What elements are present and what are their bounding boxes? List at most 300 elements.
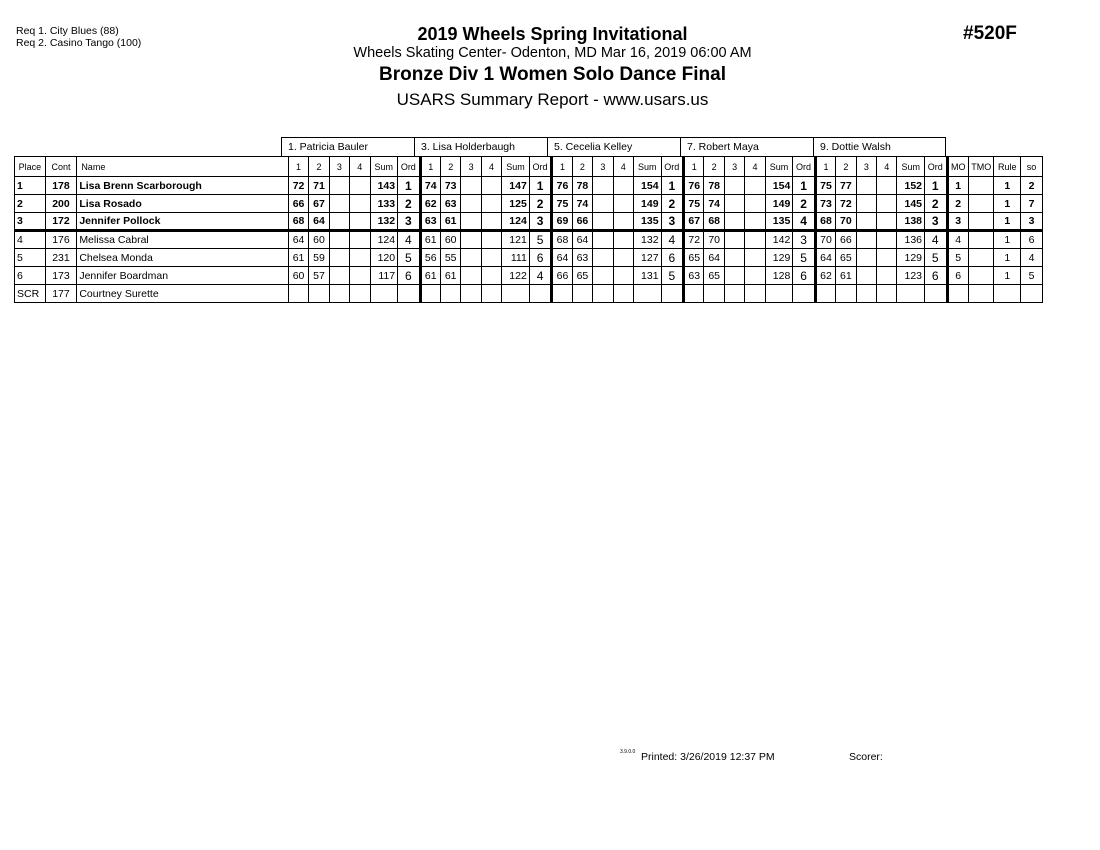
judge-sum-cell: 133: [370, 195, 398, 213]
judge-name: 5. Cecelia Kelley: [547, 137, 680, 156]
judge-score-cell: [856, 213, 876, 231]
competition-title: 2019 Wheels Spring Invitational: [417, 24, 688, 44]
judge-score-cell: [877, 285, 897, 303]
judge-subcolumn-header: Ord: [398, 157, 420, 177]
judge-score-cell: [461, 213, 481, 231]
so-cell: [1021, 285, 1043, 303]
judge-ordinal-cell: 5: [793, 249, 815, 267]
judge-subcolumn-header: Ord: [661, 157, 683, 177]
judge-score-cell: [329, 177, 349, 195]
result-row: [15, 249, 1043, 267]
judge-ordinal-cell: 3: [398, 213, 420, 231]
judge-sum-cell: [897, 285, 925, 303]
judge-sum-cell: 124: [502, 213, 530, 231]
judge-score-cell: [481, 231, 501, 249]
judge-score-cell: 74: [704, 195, 724, 213]
judge-score-cell: [613, 213, 633, 231]
judge-subcolumn-header: 3: [461, 157, 481, 177]
judge-ordinal-cell: 6: [398, 267, 420, 285]
judge-subcolumn-header: 2: [704, 157, 724, 177]
judge-sum-cell: [502, 285, 530, 303]
rule-cell: 1: [994, 177, 1021, 195]
judge-subcolumn-header: Ord: [529, 157, 551, 177]
judge-subcolumn-header: Sum: [897, 157, 925, 177]
judge-score-cell: [745, 177, 765, 195]
judge-score-cell: 78: [704, 177, 724, 195]
judge-score-cell: 72: [684, 231, 704, 249]
place-cell: 2: [15, 195, 46, 213]
skater-name-cell: Melissa Cabral: [77, 231, 289, 249]
judge-ordinal-cell: 1: [925, 177, 947, 195]
judge-sum-cell: 125: [502, 195, 530, 213]
judge-score-cell: 77: [836, 177, 856, 195]
judge-score-cell: [613, 231, 633, 249]
judge-ordinal-cell: 1: [398, 177, 420, 195]
skater-name-cell: Lisa Rosado: [77, 195, 289, 213]
judge-ordinal-cell: 2: [925, 195, 947, 213]
judge-score-cell: 68: [288, 213, 308, 231]
place-cell: 6: [15, 267, 46, 285]
result-row: [15, 231, 1043, 249]
judge-score-cell: 76: [552, 177, 572, 195]
judge-subcolumn-header: Sum: [502, 157, 530, 177]
judge-ordinal-cell: 6: [793, 267, 815, 285]
judge-score-cell: [461, 249, 481, 267]
judge-score-cell: [856, 267, 876, 285]
judge-score-cell: [329, 267, 349, 285]
judge-subcolumn-header: 1: [288, 157, 308, 177]
judge-score-cell: [440, 285, 460, 303]
place-cell: 1: [15, 177, 46, 195]
scorer-label: Scorer:: [849, 751, 883, 763]
judge-score-cell: [461, 285, 481, 303]
judge-score-cell: [877, 195, 897, 213]
judge-ordinal-cell: 5: [398, 249, 420, 267]
judge-sum-cell: 145: [897, 195, 925, 213]
skater-name-cell: Courtney Surette: [77, 285, 289, 303]
judge-score-cell: 66: [572, 213, 592, 231]
judge-subcolumn-header: Ord: [925, 157, 947, 177]
name-header: Name: [77, 157, 289, 177]
judge-sum-cell: 135: [765, 213, 793, 231]
judge-score-cell: [745, 195, 765, 213]
judge-sum-cell: 122: [502, 267, 530, 285]
judge-sum-cell: 131: [633, 267, 661, 285]
judge-subcolumn-header: 1: [552, 157, 572, 177]
judge-score-cell: 65: [684, 249, 704, 267]
judge-score-cell: 63: [440, 195, 460, 213]
judge-score-cell: [613, 177, 633, 195]
judge-score-cell: 71: [309, 177, 329, 195]
judge-subcolumn-header: 3: [856, 157, 876, 177]
judge-score-cell: 62: [815, 267, 835, 285]
rule-header: Rule: [994, 157, 1021, 177]
judge-subcolumn-header: 2: [572, 157, 592, 177]
judge-score-cell: [593, 195, 613, 213]
rule-cell: 1: [994, 195, 1021, 213]
judge-ordinal-cell: 3: [793, 231, 815, 249]
judge-subcolumn-header: 4: [877, 157, 897, 177]
judge-score-cell: 61: [440, 267, 460, 285]
judge-sum-cell: 154: [765, 177, 793, 195]
tmo-cell: [968, 267, 994, 285]
judge-score-cell: 64: [704, 249, 724, 267]
judge-score-cell: 66: [288, 195, 308, 213]
judge-score-cell: 64: [572, 231, 592, 249]
judge-score-cell: 75: [684, 195, 704, 213]
rule-cell: 1: [994, 267, 1021, 285]
judge-ordinal-cell: [398, 285, 420, 303]
tmo-cell: [968, 249, 994, 267]
judge-sum-cell: 136: [897, 231, 925, 249]
judge-score-cell: 65: [836, 249, 856, 267]
judge-sum-cell: 128: [765, 267, 793, 285]
printed-timestamp: Printed: 3/26/2019 12:37 PM: [641, 751, 775, 763]
judge-ordinal-cell: 1: [661, 177, 683, 195]
result-row: [15, 285, 1043, 303]
judge-score-cell: [704, 285, 724, 303]
judge-subcolumn-header: Ord: [793, 157, 815, 177]
judge-score-cell: 78: [572, 177, 592, 195]
judge-score-cell: [329, 195, 349, 213]
judge-name: 7. Robert Maya: [680, 137, 813, 156]
judge-score-cell: [420, 285, 440, 303]
judge-score-cell: 62: [420, 195, 440, 213]
judge-subcolumn-header: 3: [593, 157, 613, 177]
judge-score-cell: [593, 267, 613, 285]
judge-score-cell: 67: [684, 213, 704, 231]
judge-subcolumn-header: 2: [309, 157, 329, 177]
judge-score-cell: [572, 285, 592, 303]
contestant-number-cell: 172: [45, 213, 77, 231]
judge-sum-cell: 132: [370, 213, 398, 231]
contestant-number-cell: 200: [45, 195, 77, 213]
judge-score-cell: [613, 285, 633, 303]
judge-score-cell: 56: [420, 249, 440, 267]
judge-score-cell: [461, 177, 481, 195]
judge-score-cell: [461, 231, 481, 249]
judge-score-cell: [877, 177, 897, 195]
judge-score-cell: [856, 285, 876, 303]
judge-header-row: [281, 137, 946, 156]
required-dances: [16, 25, 141, 49]
judge-ordinal-cell: [529, 285, 551, 303]
judge-score-cell: [593, 177, 613, 195]
mo-cell: [947, 285, 968, 303]
mo-header: MO: [947, 157, 968, 177]
judge-score-cell: [613, 195, 633, 213]
rule-cell: 1: [994, 231, 1021, 249]
judge-score-cell: [593, 213, 613, 231]
judge-score-cell: [461, 195, 481, 213]
skater-name-cell: Lisa Brenn Scarborough: [77, 177, 289, 195]
judge-score-cell: 64: [552, 249, 572, 267]
judge-ordinal-cell: 2: [398, 195, 420, 213]
judge-score-cell: [856, 195, 876, 213]
judge-ordinal-cell: 2: [661, 195, 683, 213]
rule-cell: 1: [994, 213, 1021, 231]
judge-score-cell: [481, 267, 501, 285]
judge-sum-cell: 154: [633, 177, 661, 195]
judge-sum-cell: 147: [502, 177, 530, 195]
so-cell: 7: [1021, 195, 1043, 213]
judge-score-cell: 74: [420, 177, 440, 195]
mo-cell: 3: [947, 213, 968, 231]
mo-cell: 1: [947, 177, 968, 195]
judge-sum-cell: 143: [370, 177, 398, 195]
judge-subcolumn-header: 3: [724, 157, 744, 177]
judge-score-cell: [552, 285, 572, 303]
judge-score-cell: [745, 249, 765, 267]
column-header-row: [15, 157, 1043, 177]
judge-ordinal-cell: 6: [661, 249, 683, 267]
judge-score-cell: [350, 177, 370, 195]
so-cell: 6: [1021, 231, 1043, 249]
judge-score-cell: 70: [815, 231, 835, 249]
so-header: so: [1021, 157, 1043, 177]
judge-score-cell: [836, 285, 856, 303]
judge-score-cell: 68: [815, 213, 835, 231]
judge-ordinal-cell: 5: [661, 267, 683, 285]
contestant-number-cell: 177: [45, 285, 77, 303]
judge-score-cell: [481, 195, 501, 213]
judge-sum-cell: 149: [633, 195, 661, 213]
judge-score-cell: 70: [704, 231, 724, 249]
judge-score-cell: [613, 267, 633, 285]
judge-score-cell: 75: [552, 195, 572, 213]
judge-score-cell: 57: [309, 267, 329, 285]
so-cell: 4: [1021, 249, 1043, 267]
judge-sum-cell: [633, 285, 661, 303]
judge-score-cell: [724, 177, 744, 195]
skater-name-cell: Jennifer Boardman: [77, 267, 289, 285]
judge-score-cell: 64: [815, 249, 835, 267]
judge-score-cell: [815, 285, 835, 303]
judge-score-cell: [724, 213, 744, 231]
judge-sum-cell: 142: [765, 231, 793, 249]
judge-sum-cell: 121: [502, 231, 530, 249]
judge-subcolumn-header: 1: [815, 157, 835, 177]
venue-date-line: Wheels Skating Center- Odenton, MD Mar 16, 2019 06:00 AM: [353, 45, 752, 61]
judge-score-cell: 75: [815, 177, 835, 195]
judge-sum-cell: 132: [633, 231, 661, 249]
judge-score-cell: [350, 213, 370, 231]
judge-score-cell: [724, 249, 744, 267]
judge-sum-cell: 111: [502, 249, 530, 267]
judge-score-cell: 73: [440, 177, 460, 195]
judge-score-cell: 55: [440, 249, 460, 267]
result-row: [15, 213, 1043, 231]
judge-score-cell: [329, 249, 349, 267]
judge-score-cell: 61: [288, 249, 308, 267]
judge-score-cell: [309, 285, 329, 303]
judge-score-cell: 60: [440, 231, 460, 249]
judge-score-cell: [877, 231, 897, 249]
judge-score-cell: [745, 285, 765, 303]
judge-score-cell: 63: [572, 249, 592, 267]
place-cell: SCR: [15, 285, 46, 303]
contestant-number-cell: 173: [45, 267, 77, 285]
judge-score-cell: 74: [572, 195, 592, 213]
judge-score-cell: 68: [704, 213, 724, 231]
judge-score-cell: 60: [288, 267, 308, 285]
judge-ordinal-cell: 3: [529, 213, 551, 231]
result-row: [15, 177, 1043, 195]
judge-sum-cell: 149: [765, 195, 793, 213]
so-cell: 3: [1021, 213, 1043, 231]
judge-score-cell: [724, 195, 744, 213]
mo-cell: 5: [947, 249, 968, 267]
judge-name: 1. Patricia Bauler: [281, 137, 414, 156]
place-cell: 3: [15, 213, 46, 231]
judge-sum-cell: 120: [370, 249, 398, 267]
judge-score-cell: 63: [420, 213, 440, 231]
judge-score-cell: [329, 213, 349, 231]
judge-subcolumn-header: 1: [420, 157, 440, 177]
judge-score-cell: 60: [309, 231, 329, 249]
judge-score-cell: 68: [552, 231, 572, 249]
skater-name-cell: Jennifer Pollock: [77, 213, 289, 231]
judge-score-cell: [350, 231, 370, 249]
tmo-cell: [968, 231, 994, 249]
judge-ordinal-cell: 6: [925, 267, 947, 285]
judge-ordinal-cell: 1: [793, 177, 815, 195]
judge-ordinal-cell: [793, 285, 815, 303]
judge-sum-cell: 152: [897, 177, 925, 195]
judge-sum-cell: 129: [765, 249, 793, 267]
judge-score-cell: [461, 267, 481, 285]
judge-score-cell: [856, 249, 876, 267]
judge-score-cell: [593, 249, 613, 267]
result-row: [15, 267, 1043, 285]
mo-cell: 6: [947, 267, 968, 285]
judge-score-cell: [877, 267, 897, 285]
judge-score-cell: [724, 231, 744, 249]
required-dance-1: Req 1. City Blues (88): [16, 25, 119, 37]
judge-sum-cell: [765, 285, 793, 303]
judge-score-cell: [329, 231, 349, 249]
judge-ordinal-cell: 1: [529, 177, 551, 195]
judge-ordinal-cell: [925, 285, 947, 303]
tmo-cell: [968, 285, 994, 303]
judge-score-cell: 66: [836, 231, 856, 249]
judge-score-cell: 63: [684, 267, 704, 285]
judge-score-cell: [684, 285, 704, 303]
judge-score-cell: [481, 249, 501, 267]
judge-score-cell: 72: [288, 177, 308, 195]
event-number: #520F: [963, 23, 1017, 44]
judge-score-cell: 59: [309, 249, 329, 267]
judge-score-cell: 69: [552, 213, 572, 231]
contestant-number-cell: 176: [45, 231, 77, 249]
judge-ordinal-cell: 4: [398, 231, 420, 249]
judge-subcolumn-header: 1: [684, 157, 704, 177]
judge-score-cell: [288, 285, 308, 303]
judge-subcolumn-header: 2: [836, 157, 856, 177]
judge-score-cell: [350, 285, 370, 303]
judge-subcolumn-header: 4: [350, 157, 370, 177]
judge-ordinal-cell: 6: [529, 249, 551, 267]
required-dance-2: Req 2. Casino Tango (100): [16, 37, 142, 49]
judge-score-cell: [350, 195, 370, 213]
judge-score-cell: [481, 285, 501, 303]
judge-score-cell: 61: [420, 267, 440, 285]
judge-score-cell: 64: [309, 213, 329, 231]
judge-score-cell: 65: [704, 267, 724, 285]
judge-score-cell: 67: [309, 195, 329, 213]
judge-score-cell: 76: [684, 177, 704, 195]
judge-sum-cell: 135: [633, 213, 661, 231]
software-version: 3.9.0.0: [620, 749, 636, 755]
tmo-cell: [968, 195, 994, 213]
report-name: USARS Summary Report - www.usars.us: [396, 90, 709, 109]
judge-score-cell: [877, 213, 897, 231]
place-cell: 4: [15, 231, 46, 249]
judge-score-cell: [481, 177, 501, 195]
judge-subcolumn-header: 4: [481, 157, 501, 177]
judge-ordinal-cell: 2: [529, 195, 551, 213]
judge-subcolumn-header: Sum: [765, 157, 793, 177]
judge-ordinal-cell: 3: [925, 213, 947, 231]
judge-score-cell: 66: [552, 267, 572, 285]
event-name: Bronze Div 1 Women Solo Dance Final: [379, 64, 726, 85]
judge-score-cell: [877, 249, 897, 267]
judge-ordinal-cell: 4: [925, 231, 947, 249]
judge-score-cell: [593, 285, 613, 303]
judge-ordinal-cell: 4: [793, 213, 815, 231]
mo-cell: 4: [947, 231, 968, 249]
judge-sum-cell: 123: [897, 267, 925, 285]
tmo-cell: [968, 177, 994, 195]
judge-sum-cell: 127: [633, 249, 661, 267]
judge-score-cell: 61: [420, 231, 440, 249]
skater-name-cell: Chelsea Monda: [77, 249, 289, 267]
judge-subcolumn-header: Sum: [370, 157, 398, 177]
judge-ordinal-cell: 5: [925, 249, 947, 267]
judge-ordinal-cell: 3: [661, 213, 683, 231]
judge-score-cell: [745, 267, 765, 285]
so-cell: 2: [1021, 177, 1043, 195]
judge-score-cell: [350, 249, 370, 267]
judge-score-cell: 72: [836, 195, 856, 213]
judge-score-cell: 65: [572, 267, 592, 285]
tmo-header: TMO: [968, 157, 994, 177]
judge-subcolumn-header: Sum: [633, 157, 661, 177]
place-cell: 5: [15, 249, 46, 267]
judge-score-cell: 64: [288, 231, 308, 249]
judge-score-cell: [350, 267, 370, 285]
judge-subcolumn-header: 2: [440, 157, 460, 177]
result-row: [15, 195, 1043, 213]
judge-sum-cell: 117: [370, 267, 398, 285]
judge-sum-cell: 138: [897, 213, 925, 231]
judge-ordinal-cell: [661, 285, 683, 303]
judge-score-cell: [856, 177, 876, 195]
results-table: [14, 156, 1043, 303]
judge-sum-cell: [370, 285, 398, 303]
judge-score-cell: 73: [815, 195, 835, 213]
judge-sum-cell: 124: [370, 231, 398, 249]
rule-cell: 1: [994, 249, 1021, 267]
judge-subcolumn-header: 4: [613, 157, 633, 177]
judge-score-cell: [613, 249, 633, 267]
rule-cell: [994, 285, 1021, 303]
judge-ordinal-cell: 2: [793, 195, 815, 213]
judge-score-cell: 61: [836, 267, 856, 285]
judge-score-cell: 70: [836, 213, 856, 231]
judge-score-cell: [593, 231, 613, 249]
contestant-number-cell: 178: [45, 177, 77, 195]
